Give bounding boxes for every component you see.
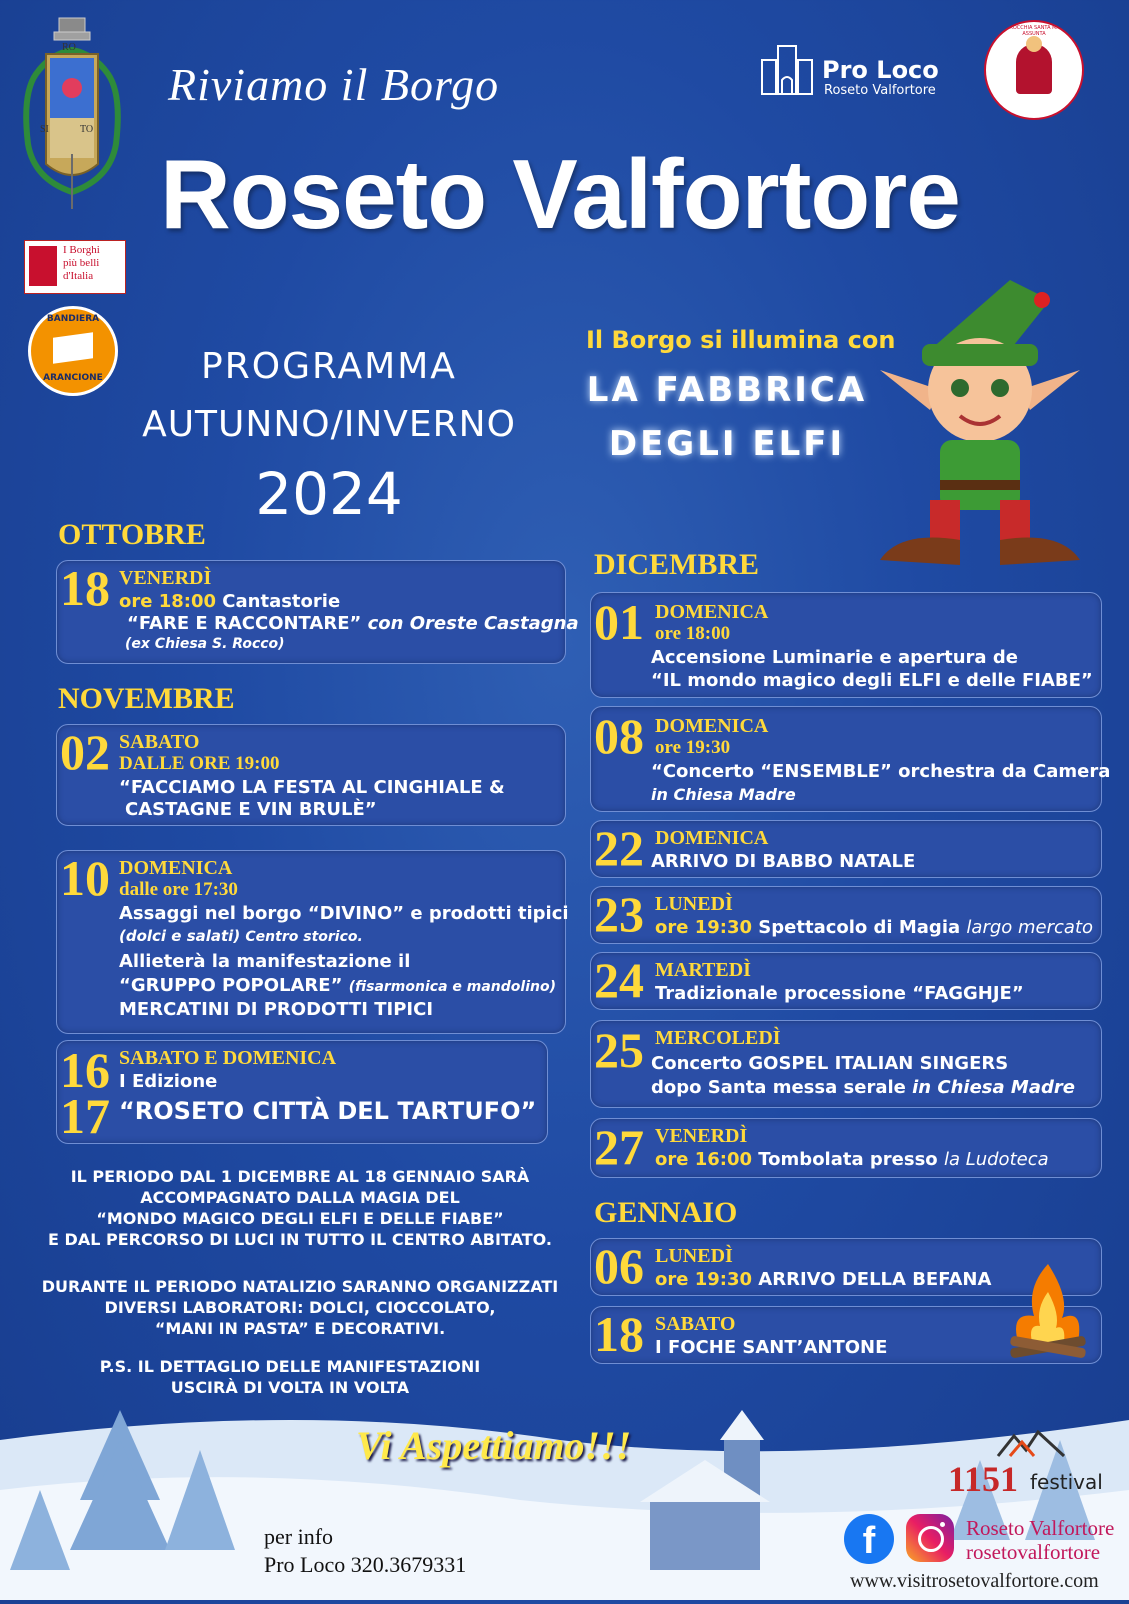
event-line: Tradizionale processione “FAGGHJE” (655, 983, 1024, 1004)
festival-number: 1151 (948, 1459, 1019, 1499)
event-line: “Concerto “ENSEMBLE” orchestra da Camera (651, 761, 1111, 782)
borghi-line-2: più belli (63, 257, 100, 269)
fabbrica-intro: Il Borgo si illumina con (586, 326, 896, 354)
event-day: 23 (594, 886, 644, 942)
event-dayname: SABATO (119, 731, 200, 753)
event-line: ore 19:30 ARRIVO DELLA BEFANA (655, 1269, 992, 1290)
event-line: ARRIVO DI BABBO NATALE (651, 851, 916, 872)
fabbrica-title-2: DEGLI ELFI (608, 424, 846, 464)
proloco-name: Pro Loco (822, 56, 939, 84)
event-card-10-novembre (56, 850, 569, 1034)
month-ottobre: OTTOBRE (58, 518, 206, 551)
parish-text: PARROCCHIA SANTA MARIA ASSUNTA (999, 25, 1069, 37)
programma-line-1: PROGRAMMA (201, 346, 457, 387)
note-ps: P.S. IL DETTAGLIO DELLE MANIFESTAZIONI USCIRÀ DI VOLTA IN VOLTA (99, 1357, 481, 1397)
event-card-22-dicembre (590, 820, 1102, 878)
borghi-badge-icon (24, 240, 126, 294)
event-day: 18 (60, 560, 110, 616)
website-link[interactable]: www.visitrosetovalfortore.com (850, 1570, 1099, 1592)
event-line: ore 16:00 Tombolata presso la Ludoteca (655, 1149, 1049, 1170)
event-card-16-17-novembre (56, 1040, 548, 1144)
event-line: MERCATINI DI PRODOTTI TIPICI (119, 999, 434, 1020)
event-time: ore 18:00 (655, 623, 731, 644)
social-instagram-name[interactable]: rosetovalfortore (966, 1540, 1101, 1564)
event-day: 22 (594, 820, 644, 876)
event-day: 10 (60, 850, 110, 906)
event-line: “IL mondo magico degli ELFI e delle FIABE” (651, 670, 1093, 691)
event-dayname: LUNEDÌ (655, 1245, 733, 1267)
event-day: 06 (594, 1238, 644, 1294)
note-laboratori: DURANTE IL PERIODO NATALIZIO SARANNO ORGANIZZATI DIVERSI LABORATORI: DOLCI, CIOCCOLATO, “MANI IN PASTA” E DECORATIVI. (41, 1277, 559, 1338)
programma-line-2: AUTUNNO/INVERNO (142, 404, 516, 445)
month-dicembre: DICEMBRE (594, 548, 760, 581)
event-dayname: MERCOLEDÌ (655, 1027, 781, 1049)
event-line: Accensione Luminarie e apertura de (651, 647, 1018, 668)
event-card-08-dicembre (590, 706, 1111, 812)
event-line: I FOCHE SANT’ANTONE (655, 1337, 888, 1358)
proloco-castle-icon (756, 36, 818, 98)
event-dayname: DOMENICA (119, 857, 233, 879)
festival-mountain-icon (996, 1428, 1066, 1458)
event-time: DALLE ORE 19:00 (119, 753, 280, 774)
event-day: 27 (594, 1119, 644, 1175)
event-day: 18 (594, 1306, 644, 1362)
borghi-line-1: I Borghi (63, 244, 100, 256)
vi-aspettiamo: Vi Aspettiamo!!! (356, 1423, 632, 1468)
festival-word: festival (1030, 1470, 1103, 1494)
event-dayname: VENERDÌ (119, 567, 212, 589)
social-facebook-name[interactable]: Roseto Valfortore (966, 1516, 1115, 1540)
event-line: “FARE E RACCONTARE” con Oreste Castagna (127, 613, 579, 634)
parish-seal-icon (984, 20, 1084, 120)
bandiera-label-bottom: ARANCIONE (43, 373, 103, 383)
event-line: I Edizione (119, 1071, 218, 1092)
coat-letters-to: TO (80, 124, 94, 135)
facebook-icon[interactable]: f (844, 1514, 894, 1564)
elf-illustration (860, 260, 1100, 580)
event-dayname: SABATO E DOMENICA (119, 1047, 337, 1069)
event-title: “ROSETO CITTÀ DEL TARTUFO” (119, 1097, 537, 1125)
event-dayname: DOMENICA (655, 827, 769, 849)
programma-year: 2024 (255, 460, 403, 528)
event-time: ore 19:30 (655, 737, 731, 758)
month-novembre: NOVEMBRE (58, 682, 235, 715)
event-line: Concerto GOSPEL ITALIAN SINGERS (651, 1053, 1009, 1074)
event-dayname: DOMENICA (655, 715, 769, 737)
event-dayname: SABATO (655, 1313, 736, 1335)
bandiera-label-top: BANDIERA (46, 314, 100, 324)
proloco-town: Roseto Valfortore (824, 83, 936, 98)
info-phone: Pro Loco 320.3679331 (264, 1552, 467, 1577)
event-line: CASTAGNE E VIN BRULÈ” (125, 799, 377, 820)
event-time: dalle ore 17:30 (119, 879, 238, 900)
event-day: 02 (60, 724, 110, 780)
coat-letters-si: SI (40, 124, 49, 135)
instagram-icon[interactable] (906, 1514, 954, 1562)
event-card-02-novembre (56, 724, 566, 826)
event-card-01-dicembre (590, 592, 1102, 698)
event-card-23-dicembre (590, 886, 1102, 944)
event-line: (ex Chiesa S. Rocco) (125, 636, 285, 652)
script-title: Riviamo il Borgo (168, 59, 500, 110)
event-card-18-ottobre (56, 560, 579, 664)
month-gennaio: GENNAIO (594, 1196, 738, 1229)
event-day: 25 (594, 1022, 644, 1078)
event-line: Assaggi nel borgo “DIVINO” e prodotti tipici (119, 903, 569, 924)
bonfire-icon (1000, 1258, 1096, 1368)
event-day: 01 (594, 594, 644, 650)
event-dayname: DOMENICA (655, 601, 769, 623)
event-line: “FACCIAMO LA FESTA AL CINGHIALE & (119, 777, 505, 798)
event-line: Allieterà la manifestazione il (119, 951, 411, 972)
event-dayname: LUNEDÌ (655, 893, 733, 915)
note-period: IL PERIODO DAL 1 DICEMBRE AL 18 GENNAIO SARÀ ACCOMPAGNATO DALLA MAGIA DEL “MONDO MAGICO DEGLI ELFI E DELLE FIABE” E DAL PERCORSO DI LUCI IN TUTTO IL CENTRO ABITATO. (48, 1167, 552, 1249)
event-line: in Chiesa Madre (651, 785, 796, 804)
event-card-24-dicembre (590, 952, 1102, 1010)
event-line: dopo Santa messa serale in Chiesa Madre (651, 1077, 1075, 1098)
fabbrica-title-1: LA FABBRICA (586, 370, 868, 410)
info-label: per info (264, 1524, 334, 1549)
event-line: “GRUPPO POPOLARE” (fisarmonica e mandolino) (119, 975, 556, 996)
event-line: ore 18:00 Cantastorie (119, 591, 341, 612)
coat-letters-ro: RO (62, 42, 76, 53)
event-line: (dolci e salati) Centro storico. (119, 927, 363, 945)
event-day: 16 (60, 1042, 110, 1098)
event-dayname: MARTEDÌ (655, 959, 751, 981)
event-card-25-dicembre (590, 1020, 1102, 1108)
borghi-line-3: d'Italia (63, 270, 94, 282)
event-day: 08 (594, 708, 644, 764)
page-title: Roseto Valfortore (160, 139, 960, 249)
event-day: 17 (60, 1088, 110, 1144)
bandiera-arancione-icon (28, 306, 118, 396)
event-dayname: VENERDÌ (655, 1125, 748, 1147)
event-line: ore 19:30 Spettacolo di Magia largo mercato (655, 917, 1094, 938)
event-day: 24 (594, 952, 644, 1008)
event-card-27-dicembre (590, 1118, 1102, 1178)
